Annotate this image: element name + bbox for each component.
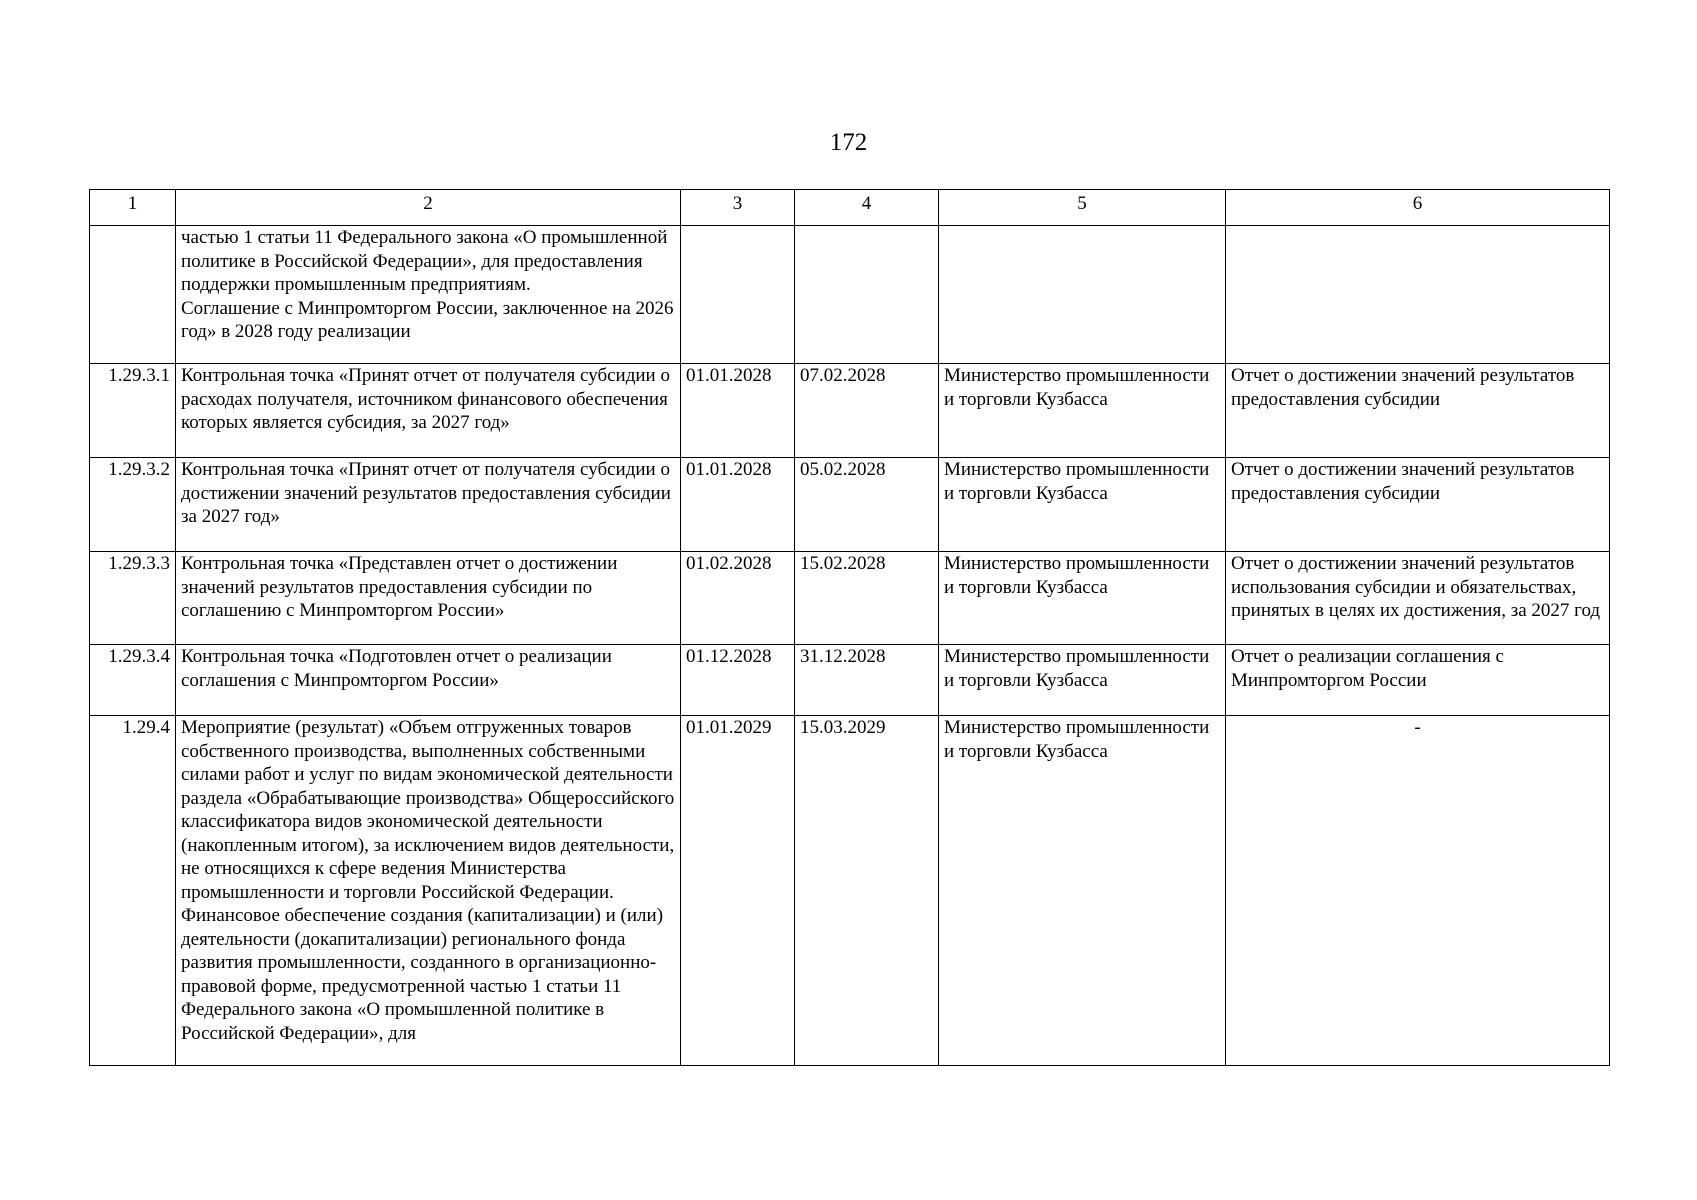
row-start-date: 01.01.2028 [681,364,795,458]
row-start-date [681,226,795,364]
column-header-5: 5 [939,190,1226,226]
row-document: Отчет о достижении значений результатов предоставления субсидии [1226,364,1610,458]
row-responsible: Министерство промышленности и торговли Кузбасса [939,552,1226,645]
row-document: - [1226,716,1610,1066]
row-start-date: 01.01.2028 [681,458,795,552]
row-description [176,552,681,645]
row-number: 1.29.3.4 [90,645,176,716]
description-paragraph: Контрольная точка «Принят отчет от получателя субсидии о достижении значений результатов предоставления субсидии за 2027 год» [181,459,671,527]
table-row [90,645,1610,716]
row-description [176,226,681,364]
column-header-3: 3 [681,190,795,226]
measures-table [89,189,1610,1066]
table-row [90,364,1610,458]
row-number [90,226,176,364]
table-header-row [90,190,1610,226]
row-document: Отчет о достижении значений результатов предоставления субсидии [1226,458,1610,552]
row-description [176,364,681,458]
description-paragraph: Соглашение с Минпромторгом России, заключенное на 2026 год» в 2028 году реализации [181,297,674,342]
row-end-date: 05.02.2028 [795,458,939,552]
row-responsible: Министерство промышленности и торговли Кузбасса [939,458,1226,552]
row-end-date: 15.02.2028 [795,552,939,645]
row-document [1226,226,1610,364]
column-header-6: 6 [1226,190,1610,226]
row-description [176,458,681,552]
row-responsible: Министерство промышленности и торговли Кузбасса [939,364,1226,458]
row-number: 1.29.3.1 [90,364,176,458]
row-document: Отчет о достижении значений результатов использования субсидии и обязательствах, принятых в целях их достижения, за 2027 год [1226,552,1610,645]
row-responsible: Министерство промышленности и торговли Кузбасса [939,716,1226,1066]
row-end-date: 15.03.2029 [795,716,939,1066]
column-header-4: 4 [795,190,939,226]
row-start-date: 01.02.2028 [681,552,795,645]
row-description [176,716,681,1066]
table-row [90,716,1610,1066]
row-start-date: 01.01.2029 [681,716,795,1066]
row-start-date: 01.12.2028 [681,645,795,716]
row-number: 1.29.3.2 [90,458,176,552]
description-paragraph: Финансовое обеспечение создания (капитализации) и (или) деятельности (докапитализации) регионального фонда развития промышленности, созданного в организационно-правовой форме, предусмотренной частью 1 статьи 11 Федерального закона «О промышленной политике в Российской Федерации», для [181,905,664,1044]
column-header-2: 2 [176,190,681,226]
row-number: 1.29.4 [90,716,176,1066]
table-row [90,458,1610,552]
description-paragraph: Контрольная точка «Представлен отчет о достижении значений результатов предоставления субсидии по соглашению с Минпромторгом России» [181,553,618,621]
description-paragraph: частью 1 статьи 11 Федерального закона «О промышленной политике в Российской Федерации», для предоставления поддержки промышленным предприятиям. [181,227,668,295]
row-responsible: Министерство промышленности и торговли Кузбасса [939,645,1226,716]
description-paragraph: Контрольная точка «Принят отчет от получателя субсидии о расходах получателя, источником финансового обеспечения которых является субсидия, за 2027 год» [181,365,670,433]
table-row [90,552,1610,645]
description-paragraph: Мероприятие (результат) «Объем отгруженных товаров собственного производства, выполненных собственными силами работ и услуг по видам экономической деятельности раздела «Обрабатывающие производства» Общероссийского классификатора видов экономической деятельности (накопленным итогом), за исключением видов деятельности, не относящихся к сфере ведения Министерства промышленности и торговли Российской Федерации. [181,717,675,903]
page-number: 172 [829,129,868,156]
row-document: Отчет о реализации соглашения с Минпромторгом России [1226,645,1610,716]
column-header-1: 1 [90,190,176,226]
row-description [176,645,681,716]
row-end-date: 31.12.2028 [795,645,939,716]
row-number: 1.29.3.3 [90,552,176,645]
row-end-date: 07.02.2028 [795,364,939,458]
row-end-date [795,226,939,364]
row-responsible [939,226,1226,364]
description-paragraph: Контрольная точка «Подготовлен отчет о реализации соглашения с Минпромторгом России» [181,646,612,691]
table-row [90,226,1610,364]
